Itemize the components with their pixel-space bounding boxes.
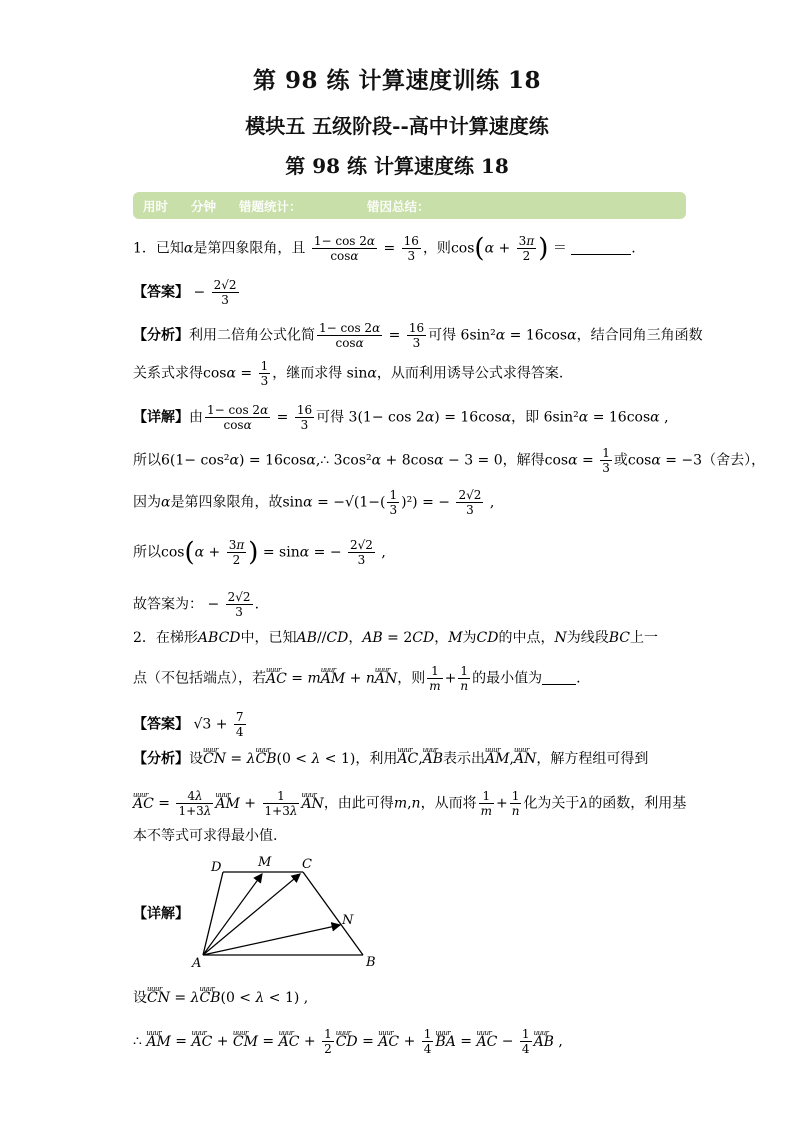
- q2-detail-label: 【详解】: [133, 906, 189, 922]
- vector-an: [203, 925, 340, 955]
- minutes-label: 分钟: [191, 199, 217, 214]
- label-point-d: D: [211, 860, 222, 875]
- q2-stem-2: 点（不包括端点），若uuur AC = muuur AM + nuuur AN，则 $\frac{1}{m}$ + $\frac{1}{n}$ 的最小值为 .: [133, 664, 581, 693]
- q1-analysis-2: 关系式求得cosα = $\frac{1}{3}$ ，继而求得 sinα，从而利用诱导公式求得答案.: [133, 359, 564, 388]
- q1-detail-2: 所以6(1− cos²α) = 16cosα,∴ 3cos²α + 8cosα − 3 = 0，解得cosα = $\frac{1}{3}$ 或cosα = −3（舍去），: [133, 446, 766, 475]
- vector-am: [203, 874, 262, 955]
- q2-analysis-2: uuur AC = $\frac{4\lambda}{1+3\lambda}$ uuur AM + $\frac{1}{1+3\lambda}$ uuur AN，由此可得m,n，从而将 $\frac{1}{m}$ + $\frac{1}{n}$ 化为关于λ的函数，利用基: [133, 789, 686, 818]
- stat-bar: [133, 192, 686, 219]
- label-point-m: M: [258, 855, 272, 870]
- label-point-c: C: [302, 857, 312, 872]
- q1-stem: 1．已知α是第四象限角，且 $\frac{1- \cos 2\alpha}{\cos\alpha}$ = $\frac{16}{3}$ ，则cos(α + $\frac{3\pi}{2}$ ) ＝ .: [133, 233, 636, 264]
- q1-answer-blank: [571, 241, 631, 255]
- trapezoid-figure: [190, 852, 390, 974]
- q1-answer: 【答案】 − $\frac{2√2}{3}$: [133, 278, 237, 307]
- q2-answer-blank: [542, 671, 576, 685]
- vector-ac: [203, 874, 300, 955]
- q2-detail-1: 设uuur CN = λuuur CB(0 < λ < 1) ,: [133, 987, 308, 1009]
- q2-stem: 2．在梯形ABCD中，已知AB//CD，AB = 2CD，M为CD的中点，N为线段BC上一: [133, 630, 658, 646]
- segment-ad: [203, 872, 223, 955]
- label-point-b: B: [366, 955, 376, 970]
- q2-detail-2: ∴ uuur AM = uuur AC + uuur CM = uuur AC + $\frac{1}{2}$ uuur CD = uuur AC + $\frac{1}{4}$ uuur BA = uuur AC − $\frac{1}{4}$ uuur AB ,: [133, 1027, 563, 1056]
- q1-detail-3: 因为α是第四象限角，故sinα = −√(1−( $\frac{1}{3}$ )²) = − $\frac{2√2}{3}$ ,: [133, 488, 495, 517]
- q1-detail-1: 【详解】由 $\frac{1- \cos 2\alpha}{\cos\alpha}$ = $\frac{16}{3}$ 可得 3(1− cos 2α) = 16cosα，即 6sin²α = 16cosα ,: [133, 403, 669, 432]
- segment-cb: [303, 872, 363, 955]
- section-title: 第 98 练 计算速度练 18: [285, 154, 509, 178]
- time-label: 用时: [143, 199, 169, 214]
- label-point-n: N: [342, 913, 354, 928]
- q1-detail-4: 所以cos(α + $\frac{3\pi}{2}$ ) = sinα = − $\frac{2√2}{3}$ ,: [133, 537, 386, 568]
- module-title: 模块五 五级阶段--高中计算速度练: [245, 114, 549, 138]
- label-point-a: A: [192, 956, 202, 971]
- page-title: 第 98 练 计算速度训练 18: [252, 67, 542, 94]
- error-stats-label: 错题统计：: [239, 199, 302, 214]
- q2-analysis: 【分析】设uuur CN = λuuur CB(0 < λ < 1)，利用uuur AC,uuur AB表示出uuur AM,uuur AN，解方程组可得到: [133, 748, 648, 770]
- error-summary-label: 错因总结：: [367, 199, 430, 214]
- q1-analysis: 【分析】利用二倍角公式化简 $\frac{1- \cos 2\alpha}{\cos\alpha}$ = $\frac{16}{3}$ 可得 6sin²α = 16cosα，结合同角三角函数: [133, 321, 703, 350]
- q2-answer: 【答案】 √3 + $\frac{7}{4}$: [133, 710, 244, 739]
- q2-analysis-3: 本不等式可求得最小值.: [133, 828, 278, 844]
- q1-detail-5: 故答案为： − $\frac{2√2}{3}$ .: [133, 590, 260, 619]
